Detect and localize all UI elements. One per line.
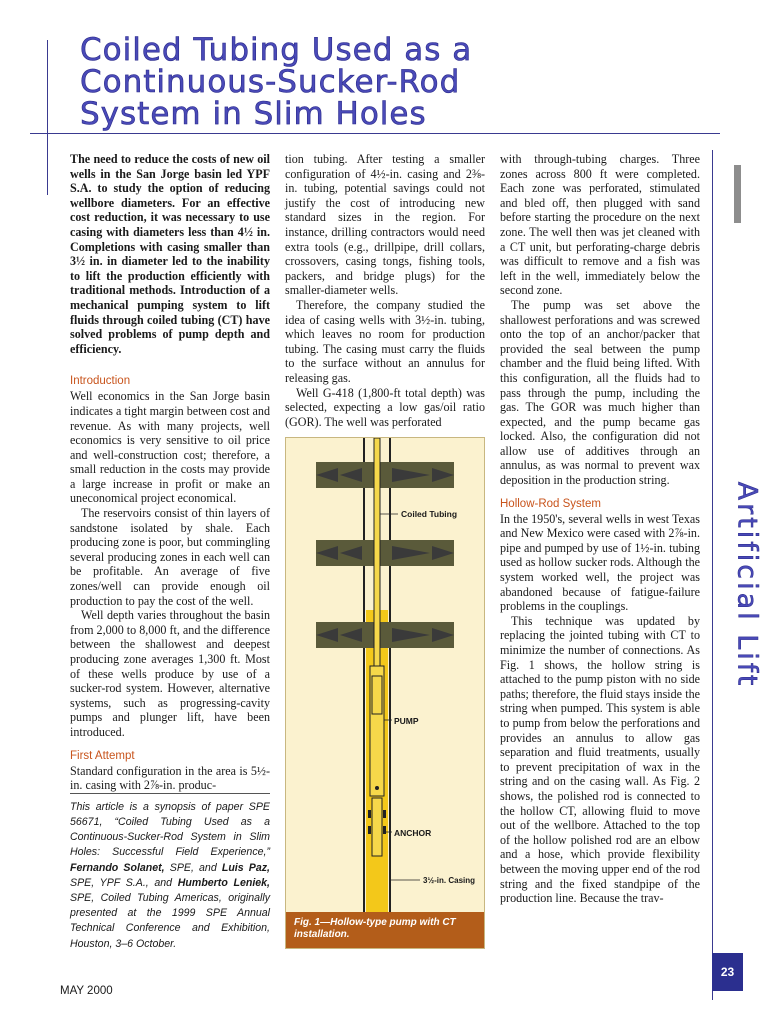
note-text: SPE, Coiled Tubing Americas, originally presented at the 1999 SPE Annual Technical Conference and Exhibition, Houston, 3–6 October. [70, 891, 270, 950]
header-vertical-rule [47, 40, 48, 195]
title-line: Coiled Tubing Used as a [80, 32, 473, 68]
body-paragraph: Therefore, the company studied the idea of casing wells with 3½-in. tubing, which leaves no room for production tubing. The casing must carry the fluids to the surface without an annulus for releasing gas. [285, 297, 485, 385]
body-paragraph: Well G-418 (1,800-ft total depth) was selected, expecting a low gas/oil ratio (GOR). The well was perforated [285, 385, 485, 429]
body-paragraph: with through-tubing charges. Three zones across 800 ft were completed. Each zone was perforated, stimulated and bled off, then plugged with sand before starting the procedure on the next zone. The well then was jet cleaned with a CT unit, but perforating-charge debris was difficult to remove and a fish was left in the well, immediately below the second zone. [500, 152, 700, 298]
body-paragraph: The reservoirs consist of thin layers of sandstone isolated by shale. Each producing zone is poor, but commingling several producing zones in each well can be profitable. An average of five zones/well can provide enough oil production to pay the cost of the well. [70, 506, 270, 608]
label-pump: PUMP [394, 716, 419, 726]
note-author: Fernando Solanet, [70, 861, 165, 874]
title-line: System in Slim Holes [80, 96, 427, 132]
synopsis-note [70, 793, 270, 952]
heading-hollow-rod: Hollow-Rod System [500, 497, 601, 510]
label-casing: 3½-in. Casing [423, 876, 476, 885]
body-paragraph: Well economics in the San Jorge basin indicates a tight margin between cost and revenue. As with many projects, well economics is very sensitive to oil price and well-construction cost; therefore, a small reduction in the costs may provide a large increase in profit or make an uneconomical project economical. [70, 389, 270, 506]
article-title [80, 34, 640, 130]
page-number: 23 [712, 953, 743, 991]
label-coiled-tubing: Coiled Tubing [401, 509, 458, 519]
note-text: This article is a synopsis of paper SPE 56671, “Coiled Tubing Used as a Continuous-Sucker-Rod System in Slim Holes: Successful Field Experience,” [70, 800, 270, 859]
heading-first-attempt: First Attempt [70, 749, 135, 762]
body-paragraph: In the 1950's, several wells in west Texas and New Mexico were cased with 2⅞-in. pipe and pumped by use of 1½-in. tubing used as hollow sucker rods. Although the system worked well, the project was abandoned because of fatigue-failure problems in the couplings. [500, 511, 700, 614]
body-paragraph: Standard configuration in the area is 5½-in. casing with 2⅞-in. produc- [70, 763, 270, 793]
perforation-zone [316, 462, 454, 488]
header-horizontal-rule [30, 133, 720, 134]
coiled-tubing-string [374, 438, 380, 666]
margin-vertical-rule [712, 150, 713, 1000]
figure-caption: Fig. 1—Hollow-type pump with CT installation. [286, 912, 484, 948]
column-1 [70, 152, 270, 952]
note-author: Luis Paz, [221, 861, 270, 874]
note-author: Humberto Leniek, [177, 876, 271, 889]
anchor-slip [383, 826, 386, 834]
note-text: SPE, and [169, 861, 217, 874]
perforation-zone [316, 540, 454, 566]
body-paragraph: This technique was updated by replacing the jointed tubing with CT to minimize the number of connections. As Fig. 1 shows, the hollow string is attached to the pump piston with no side paths; therefore, the fluid stays inside the string when pumped. This system is able to pump from below the perforations and provides an annulus to allow gas separation and fluid treatments, usually to prevent precipitation of wax in the string and on the casing wall. As Fig. 2 shows, the polished rod is connected to the hollow CT, allowing fluid to move out of the wellbore. Attached to the top of the hollow polished rod are an elbow and a hose, which provide flexibility between the moving upper end of the rod string and the fixed standpipe of the production line. Because the trav- [500, 613, 700, 906]
label-anchor: ANCHOR [394, 828, 432, 838]
body-paragraph: The pump was set above the shallowest perforations and was screwed onto the top of an anchor/packer that provided the seal between the pump chamber and the fluid being lifted. With this configuration, all the fluids had to pass through the pump, including the gas. The GOR was much higher than expected, and the pump became gas locked. Also, the configuration did not allow use of additives through an annulus, as was normal to prevent wax deposition in the production string. [500, 297, 700, 488]
figure-1 [285, 437, 485, 949]
body-paragraph: tion tubing. After testing a smaller configuration of 4½-in. casing and 2⅜-in. tubing, potential savings could not justify the cost of introducing new standard sizes in the region. For instance, drilling contractors would need extra tools (e.g., drillpipe, drill collars, crossovers, casing tongs, fishing tools, packers, and bridge plugs) for the smaller-diameter wells. [285, 152, 485, 298]
body-paragraph: Well depth varies throughout the basin from 2,000 to 8,000 ft, and the difference between the shallowest and deepest producing zone averages 1,300 ft. Most of these wells produce by use of a sucker-rod system. However, alternative systems, such as progressing-cavity pumps and plunger lift, have been introduced. [70, 608, 270, 739]
column-2 [285, 152, 485, 429]
anchor-body [372, 798, 382, 856]
note-text: SPE, YPF S.A., and [70, 876, 173, 889]
anchor-slip [368, 826, 371, 834]
perforation-zone [316, 622, 454, 648]
anchor-slip [368, 810, 371, 818]
section-tab [730, 470, 764, 700]
standing-valve [375, 786, 379, 790]
section-marker [734, 165, 741, 223]
title-line: Continuous-Sucker-Rod [80, 64, 461, 100]
lead-paragraph: The need to reduce the costs of new oil wells in the San Jorge basin led YPF S.A. to study the option of reducing wellbore diameters. For an effective cost reduction, it was necessary to use casing with diameters less than 4½ in. Completions with casing smaller than 3½ in. in diameter led to the inability to lift the production efficiently with traditional methods. Introduction of a mechanical pumping system to lift fluids through coiled tubing (CT) have solved problems of pump depth and efficiency. [70, 152, 270, 356]
heading-introduction: Introduction [70, 375, 131, 388]
section-tab-label: Artificial Lift [731, 481, 763, 689]
footer-date: MAY 2000 [60, 985, 113, 997]
column-3 [500, 152, 700, 906]
anchor-slip [383, 810, 386, 818]
